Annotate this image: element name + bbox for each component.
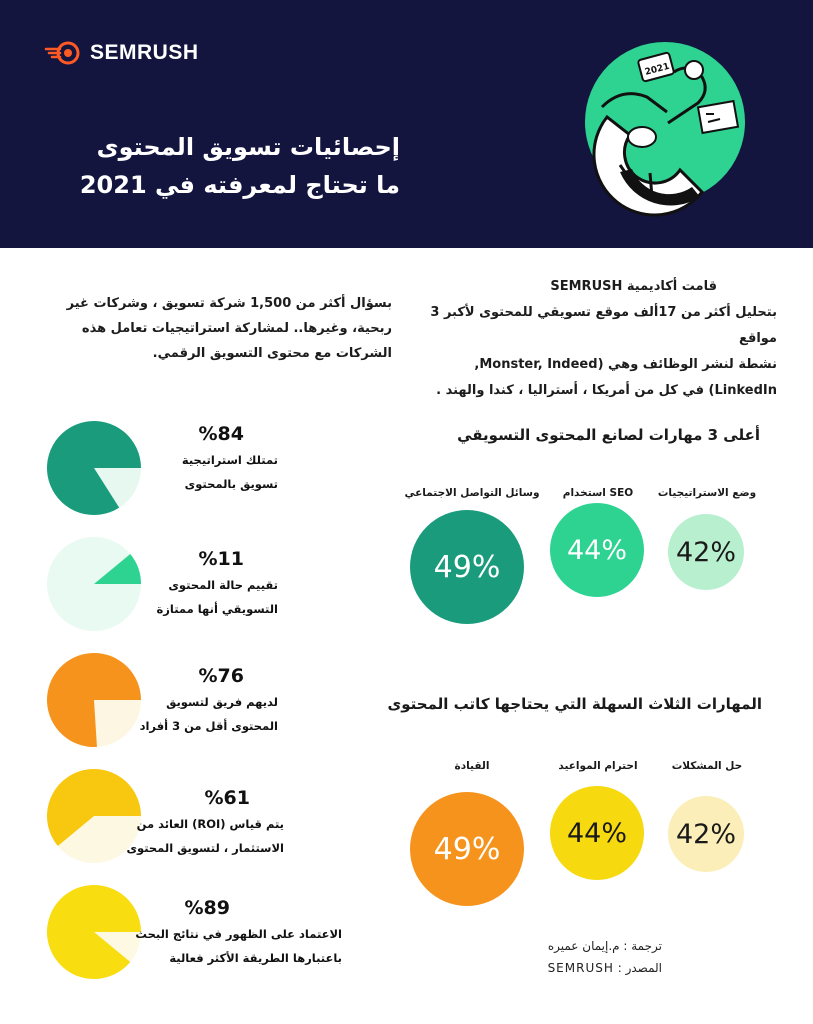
skill-label-social-media: وسائل التواصل الاجتماعي xyxy=(404,487,540,499)
header-banner xyxy=(0,0,813,248)
skill-label-strategy: وضع الاستراتيجيات xyxy=(657,487,757,499)
skill-label-deadlines: احترام المواعيد xyxy=(558,760,638,772)
stat-line-2: التسويقي أنها ممتازة xyxy=(156,602,278,616)
credits xyxy=(512,935,662,979)
intro-right-line-4: LinkedIn) في كل من أمريكا ، أستراليا ، كندا والهند . xyxy=(436,383,777,398)
semrush-flame-icon xyxy=(44,40,82,66)
intro-right-line-2: بتحليل أكثر من 17ألف موقع تسويقي للمحتوى لأكبر 3 مواقع xyxy=(430,305,777,346)
pie-slice xyxy=(47,885,141,979)
brand-name: SEMRUSH xyxy=(90,41,199,64)
skill-bubble-strategy: 42% xyxy=(668,514,744,590)
stat-line-2: المحتوى أقل من 3 أفراد xyxy=(139,719,278,733)
skill-bubble-deadlines: 44% xyxy=(550,786,644,880)
intro-right-line-1: قامت أكاديمية SEMRUSH xyxy=(550,279,717,294)
stat-content-strategy xyxy=(150,420,278,496)
pie-chart-search-visibility xyxy=(46,884,142,980)
stat-line-1: تمتلك استراتيجية xyxy=(181,453,278,467)
section-title-top-skills: أعلى 3 مهارات لصانع المحتوى التسويقي xyxy=(457,426,760,444)
stat-excellent-rating xyxy=(150,545,278,621)
page-title xyxy=(79,128,400,204)
hero-illustration xyxy=(582,22,748,222)
pie-chart-small-team xyxy=(46,652,142,748)
stat-line-2: الاستثمار ، لتسويق المحتوى xyxy=(126,841,284,855)
stat-percent: %89 xyxy=(184,897,230,919)
intro-left-line-3: الشركات مع محتوى التسويق الرقمي. xyxy=(152,346,392,361)
intro-right-line-3: نشطة لنشر الوظائف وهي (Monster, Indeed, xyxy=(474,357,777,372)
stat-line-2: تسويق بالمحتوى xyxy=(184,477,278,491)
source-credit: المصدر : SEMRUSH xyxy=(547,961,662,975)
section-title-writer-skills: المهارات الثلاث السهلة التي يحتاجها كاتب المحتوى xyxy=(387,695,762,713)
skill-label-leadership: القيادة xyxy=(454,760,490,772)
skill-label-seo: استخدام SEO xyxy=(562,487,634,499)
semrush-logo xyxy=(44,40,199,66)
skill-bubble-seo: 44% xyxy=(550,503,644,597)
stat-line-1: يتم قياس (ROI) العائد من xyxy=(136,817,284,831)
stat-line-2: باعتبارها الطريقة الأكثر فعالية xyxy=(169,951,342,965)
stat-search-visibility xyxy=(135,894,342,970)
translation-credit: ترجمة : م.إيمان عميره xyxy=(547,939,662,953)
hero-badge-text: 2021 xyxy=(643,61,671,78)
skill-bubble-leadership: 49% xyxy=(410,792,524,906)
skill-bubble-social-media: 49% xyxy=(410,510,524,624)
pie-chart-excellent-rating xyxy=(46,536,142,632)
stat-line-1: الاعتماد على الظهور في نتائج البحث xyxy=(135,927,342,941)
skill-label-problem-solving: حل المشكلات xyxy=(671,760,743,772)
stat-percent: %61 xyxy=(204,787,250,809)
title-line-1: إحصائيات تسويق المحتوى xyxy=(96,133,400,161)
intro-survey-text xyxy=(30,291,392,366)
title-line-2: ما تحتاج لمعرفته في 2021 xyxy=(79,171,400,199)
pie-chart-content-strategy xyxy=(46,420,142,516)
intro-left-line-2: ربحية، وغيرها.. لمشاركة استراتيجيات تعامل هذه xyxy=(81,321,392,336)
stat-small-team xyxy=(139,662,278,738)
stat-percent: %11 xyxy=(198,548,244,570)
stat-percent: %76 xyxy=(198,665,244,687)
stat-line-1: لديهم فريق لتسويق xyxy=(166,695,278,709)
skill-bubble-problem-solving: 42% xyxy=(668,796,744,872)
stat-percent: %84 xyxy=(198,423,244,445)
stat-line-1: تقييم حالة المحتوى xyxy=(168,578,278,592)
stat-roi xyxy=(126,784,284,860)
intro-left-line-1: بسؤال أكثر من 1,500 شركة تسويق ، وشركات غير xyxy=(66,296,392,311)
intro-academy-text xyxy=(420,274,777,404)
